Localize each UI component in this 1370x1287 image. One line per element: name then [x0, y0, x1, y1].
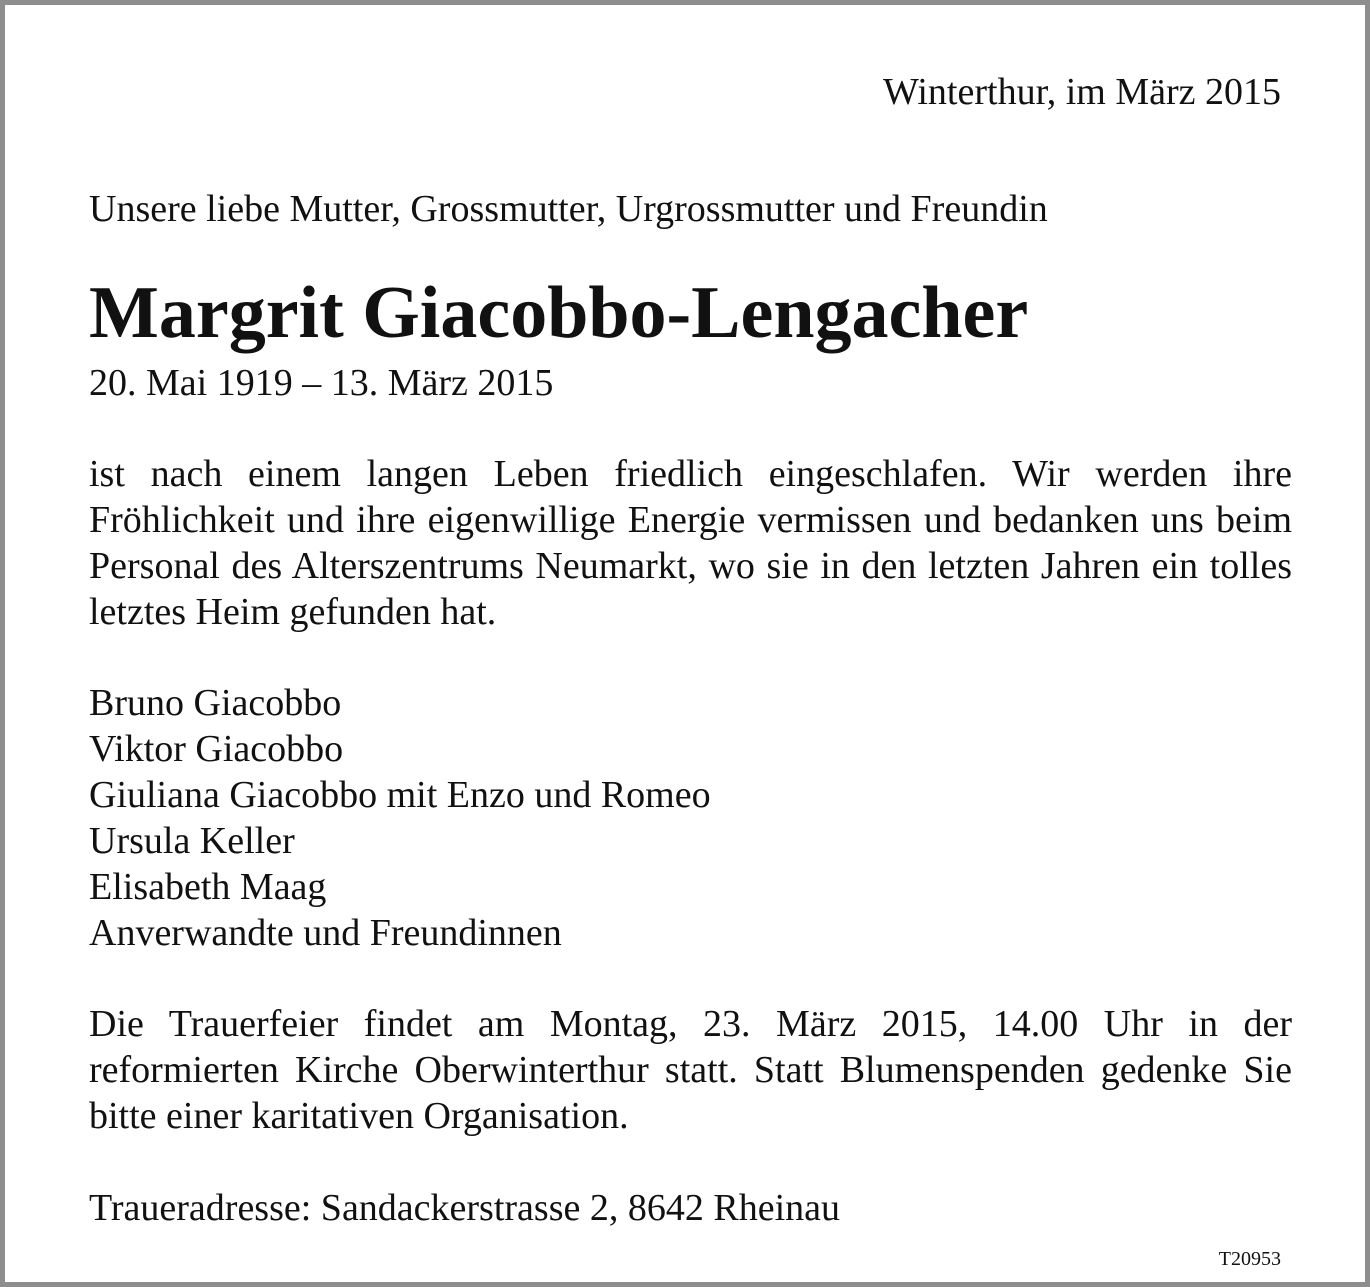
list-item: Anverwandte und Freundinnen — [89, 912, 562, 954]
reference-code: T20953 — [1218, 1248, 1281, 1270]
list-item: Viktor Giacobbo — [89, 728, 344, 770]
intro-text: Unsere liebe Mutter, Grossmutter, Urgrossmutter und Freundin — [89, 188, 1048, 230]
deceased-name: Margrit Giacobbo-Lengacher — [89, 272, 1029, 354]
mourners-list — [89, 680, 711, 956]
list-item: Ursula Keller — [89, 820, 295, 862]
list-item: Elisabeth Maag — [89, 866, 327, 908]
ceremony-paragraph: Die Trauerfeier findet am Montag, 23. März 2015, 14.00 Uhr in der reformierten Kirche Oberwinterthur statt. Statt Blumenspenden gedenke Sie bitte einer karitativen Organisation. — [89, 1003, 1292, 1137]
place-date: Winterthur, im März 2015 — [883, 71, 1281, 113]
message-paragraph: ist nach einem langen Leben friedlich eingeschlafen. Wir werden ihre Fröhlichkeit und ihre eigenwillige Energie vermissen und bedanken uns beim Personal des Alterszentrums Neumarkt, wo sie in den letzten Jahren ein tolles letztes Heim gefunden hat. — [89, 453, 1292, 633]
list-item: Giuliana Giacobbo mit Enzo und Romeo — [89, 774, 711, 816]
lifespan-dates: 20. Mai 1919 – 13. März 2015 — [89, 362, 554, 404]
list-item: Bruno Giacobbo — [89, 682, 342, 724]
mourning-address: Traueradresse: Sandackerstrasse 2, 8642 Rheinau — [89, 1187, 841, 1229]
